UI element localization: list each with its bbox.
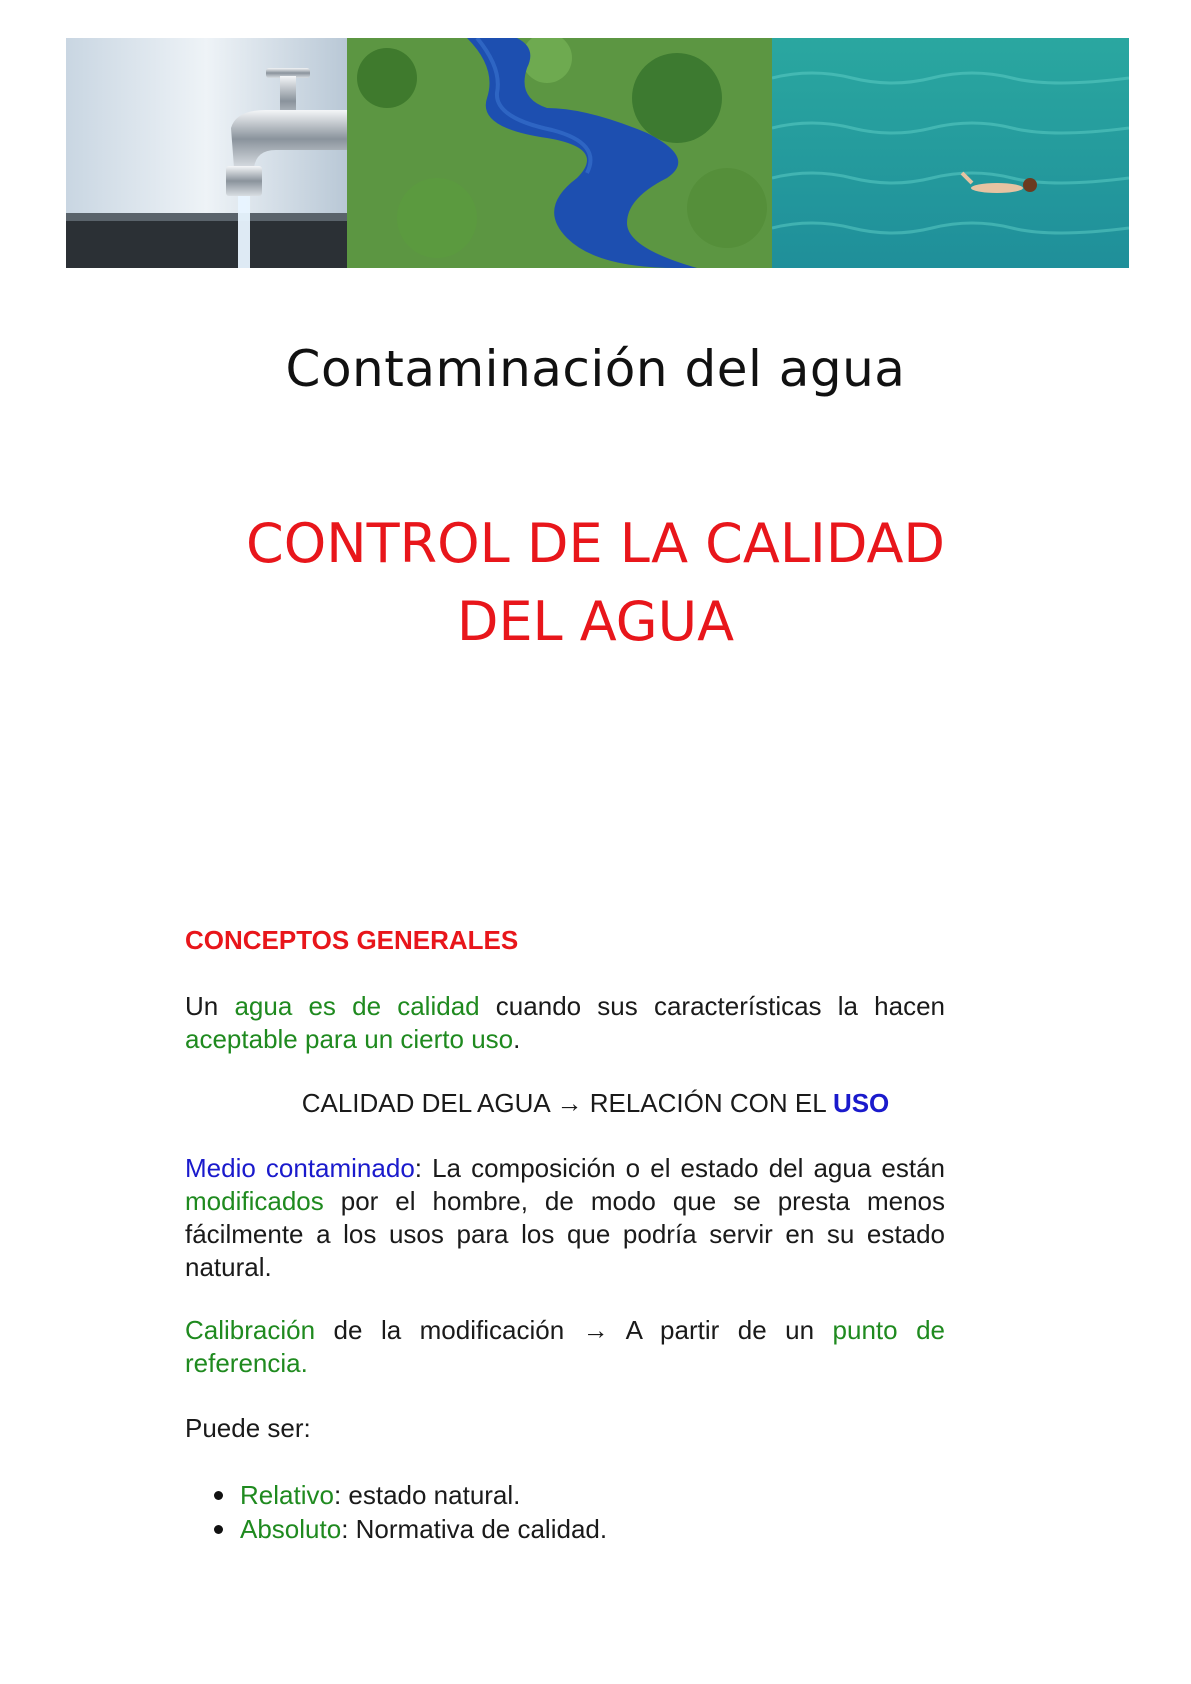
p1-highlight-1: agua es de calidad: [234, 991, 480, 1021]
p2-text-1: : La composición o el estado del agua están: [414, 1153, 945, 1183]
faucet-image: [66, 38, 347, 268]
sea-swimmer-image: [772, 38, 1129, 268]
bullet-term: Absoluto: [240, 1514, 342, 1544]
bullet-icon: [214, 1491, 223, 1500]
page-subtitle: [0, 505, 1191, 661]
quality-use-relation: [0, 1088, 1191, 1119]
river-icon: [347, 38, 772, 268]
p2-term: Medio contaminado: [185, 1153, 415, 1183]
paragraph-can-be: Puede ser:: [185, 1413, 311, 1443]
p1-text-3: .: [513, 1024, 521, 1054]
p1-text-2: cuando sus características la hacen: [479, 991, 946, 1021]
paragraph-contaminated-medium: [185, 1152, 945, 1284]
subtitle-line-2: DEL AGUA: [456, 590, 735, 653]
bullet-text: : Normativa de calidad.: [341, 1514, 608, 1544]
paragraph-quality-definition: [185, 990, 945, 1056]
paragraph-calibration: [185, 1314, 945, 1380]
subtitle-line-1: CONTROL DE LA CALIDAD: [246, 512, 945, 575]
p2-text-2: por el hombre, de modo que se presta menos fácilmente a los usos para los que podría servir en su estado natural.: [185, 1186, 945, 1282]
p3-text: de la modificación → A partir de un: [315, 1315, 833, 1345]
section-heading: CONCEPTOS GENERALES: [185, 925, 519, 955]
bullet-icon: [214, 1525, 223, 1534]
swimmer-icon: [772, 38, 1129, 268]
p3-term: Calibración: [185, 1315, 316, 1345]
list-item: [210, 1512, 607, 1546]
bullet-term: Relativo: [240, 1480, 334, 1510]
page-title: Contaminación del agua: [285, 340, 906, 398]
p1-text-1: Un: [185, 991, 235, 1021]
river-forest-image: [347, 38, 772, 268]
p3-highlight: punto de referencia.: [185, 1315, 945, 1378]
relation-highlight: USO: [832, 1088, 890, 1118]
banner: [66, 38, 1129, 268]
bullet-text: : estado natural.: [333, 1480, 521, 1510]
p1-highlight-2: aceptable para un cierto uso: [185, 1024, 514, 1054]
bullet-list: [210, 1478, 607, 1546]
p2-highlight: modificados: [185, 1186, 324, 1216]
relation-text: CALIDAD DEL AGUA → RELACIÓN CON EL: [301, 1088, 833, 1118]
list-item: [210, 1478, 607, 1512]
faucet-icon: [66, 38, 347, 268]
